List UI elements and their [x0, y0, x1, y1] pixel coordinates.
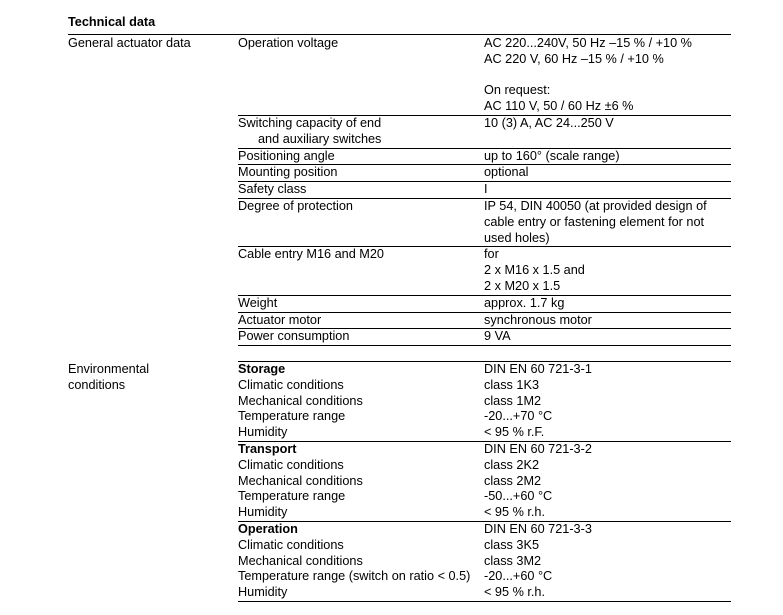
value-text: 2 x M20 x 1.5 — [484, 278, 561, 293]
param-text: Switching capacity of end — [238, 115, 382, 130]
spec-param: Mechanical conditions — [238, 553, 363, 568]
spec-param: Temperature range (switch on ratio < 0.5) — [238, 569, 471, 584]
spec-param — [238, 182, 484, 198]
group-heading: Operation — [238, 521, 298, 536]
spec-value: class 1M2 — [484, 393, 542, 408]
spec-line — [238, 505, 731, 521]
spec-param — [238, 329, 484, 345]
spec-row-power-consumption — [238, 329, 731, 346]
spec-value — [484, 329, 731, 345]
param-text: Safety class — [238, 182, 307, 197]
value-text: optional — [484, 165, 529, 180]
spec-line — [238, 458, 731, 474]
spec-row-safety-class — [238, 182, 731, 199]
spec-param: Climatic conditions — [238, 457, 344, 472]
spec-row-positioning-angle — [238, 149, 731, 166]
spec-param: Mechanical conditions — [238, 473, 363, 488]
param-text: Actuator motor — [238, 312, 322, 327]
spec-param: Temperature range — [238, 489, 346, 504]
value-text: AC 110 V, 50 / 60 Hz ±6 % — [484, 99, 634, 114]
spec-param — [238, 149, 484, 165]
spec-param: Humidity — [238, 585, 288, 600]
param-text: Weight — [238, 295, 278, 310]
spec-value: -20...+60 °C — [484, 569, 553, 584]
title-divider — [68, 34, 731, 35]
group-standard: DIN EN 60 721-3-3 — [484, 521, 592, 536]
section-environmental-conditions — [68, 361, 731, 602]
value-text: I — [484, 182, 488, 197]
page-title: Technical data — [68, 15, 156, 29]
spec-param: Temperature range — [238, 409, 346, 424]
spec-value — [484, 149, 731, 165]
value-text: synchronous motor — [484, 312, 592, 327]
spec-row-operation-voltage — [238, 36, 731, 116]
value-text: approx. 1.7 kg — [484, 295, 565, 310]
spec-value — [484, 199, 731, 246]
spec-line — [238, 554, 731, 570]
spec-row-actuator-motor — [238, 313, 731, 330]
value-text: AC 220 V, 60 Hz –15 % / +10 % — [484, 51, 664, 66]
spec-value: < 95 % r.h. — [484, 585, 546, 600]
spec-value — [484, 313, 731, 329]
param-text: and auxiliary switches — [258, 131, 382, 146]
spec-param — [238, 313, 484, 329]
value-text: up to 160° (scale range) — [484, 148, 620, 163]
param-text: Mounting position — [238, 165, 338, 180]
spec-value: < 95 % r.F. — [484, 425, 545, 440]
group-heading-row — [238, 442, 731, 458]
env-group-storage — [238, 362, 731, 442]
spec-line — [238, 394, 731, 410]
section-label — [68, 361, 238, 602]
spec-row-degree-of-protection — [238, 199, 731, 247]
env-group-transport — [238, 442, 731, 522]
env-group-operation — [238, 522, 731, 602]
spec-line — [238, 569, 731, 585]
spec-param: Humidity — [238, 425, 288, 440]
spec-param — [238, 36, 484, 115]
spec-value — [484, 116, 731, 148]
spec-line — [238, 489, 731, 505]
spec-line — [238, 474, 731, 490]
param-text: Positioning angle — [238, 148, 335, 163]
spec-value: class 3M2 — [484, 553, 542, 568]
spec-param — [238, 296, 484, 312]
spec-param — [238, 116, 484, 148]
value-text: 10 (3) A, AC 24...250 V — [484, 115, 614, 130]
spec-row-weight — [238, 296, 731, 313]
spec-value: -50...+60 °C — [484, 489, 553, 504]
value-text: used holes) — [484, 230, 550, 245]
spec-line — [238, 378, 731, 394]
value-text: cable entry or fastening element for not — [484, 214, 705, 229]
param-text: Degree of protection — [238, 198, 353, 213]
section-label — [68, 36, 238, 346]
section-label-text: General actuator data — [68, 36, 191, 50]
spec-param — [238, 247, 484, 294]
spec-value: -20...+70 °C — [484, 409, 553, 424]
spec-line — [238, 585, 731, 601]
spec-value: class 3K5 — [484, 537, 540, 552]
spec-value: class 2K2 — [484, 457, 540, 472]
param-text: Operation voltage — [238, 36, 339, 50]
spec-param — [238, 199, 484, 246]
value-text: 2 x M16 x 1.5 and — [484, 263, 585, 278]
group-heading-row — [238, 362, 731, 378]
spec-table — [238, 36, 731, 346]
spec-param: Mechanical conditions — [238, 393, 363, 408]
spec-value: < 95 % r.h. — [484, 505, 546, 520]
spec-line — [238, 409, 731, 425]
value-text: AC 220...240V, 50 Hz –15 % / +10 % — [484, 36, 692, 50]
spec-param: Humidity — [238, 505, 288, 520]
group-heading: Transport — [238, 441, 297, 456]
value-text: On request: — [484, 83, 551, 98]
spec-value — [484, 296, 731, 312]
section-label-text: Environmental — [68, 362, 150, 376]
group-heading: Storage — [238, 362, 286, 376]
section-label-text: conditions — [68, 377, 126, 392]
spec-param: Climatic conditions — [238, 537, 344, 552]
spec-value — [484, 36, 731, 115]
value-text: 9 VA — [484, 329, 511, 344]
spec-param: Climatic conditions — [238, 377, 344, 392]
spec-param — [238, 165, 484, 181]
spec-row-cable-entry — [238, 247, 731, 295]
value-text: IP 54, DIN 40050 (at provided design of — [484, 198, 707, 213]
spec-line — [238, 425, 731, 441]
param-text: Cable entry M16 and M20 — [238, 247, 384, 262]
spec-value — [484, 182, 731, 198]
group-standard: DIN EN 60 721-3-1 — [484, 362, 592, 376]
spec-value: class 1K3 — [484, 377, 540, 392]
spec-value — [484, 247, 731, 294]
env-table — [238, 361, 731, 602]
spec-value: class 2M2 — [484, 473, 542, 488]
spec-row-mounting-position — [238, 165, 731, 182]
group-heading-row — [238, 522, 731, 538]
param-text: Power consumption — [238, 329, 350, 344]
section-general-actuator-data — [68, 36, 731, 346]
spec-row-switching-capacity — [238, 116, 731, 149]
group-standard: DIN EN 60 721-3-2 — [484, 441, 592, 456]
spec-line — [238, 538, 731, 554]
value-text: for — [484, 247, 499, 262]
spec-value — [484, 165, 731, 181]
